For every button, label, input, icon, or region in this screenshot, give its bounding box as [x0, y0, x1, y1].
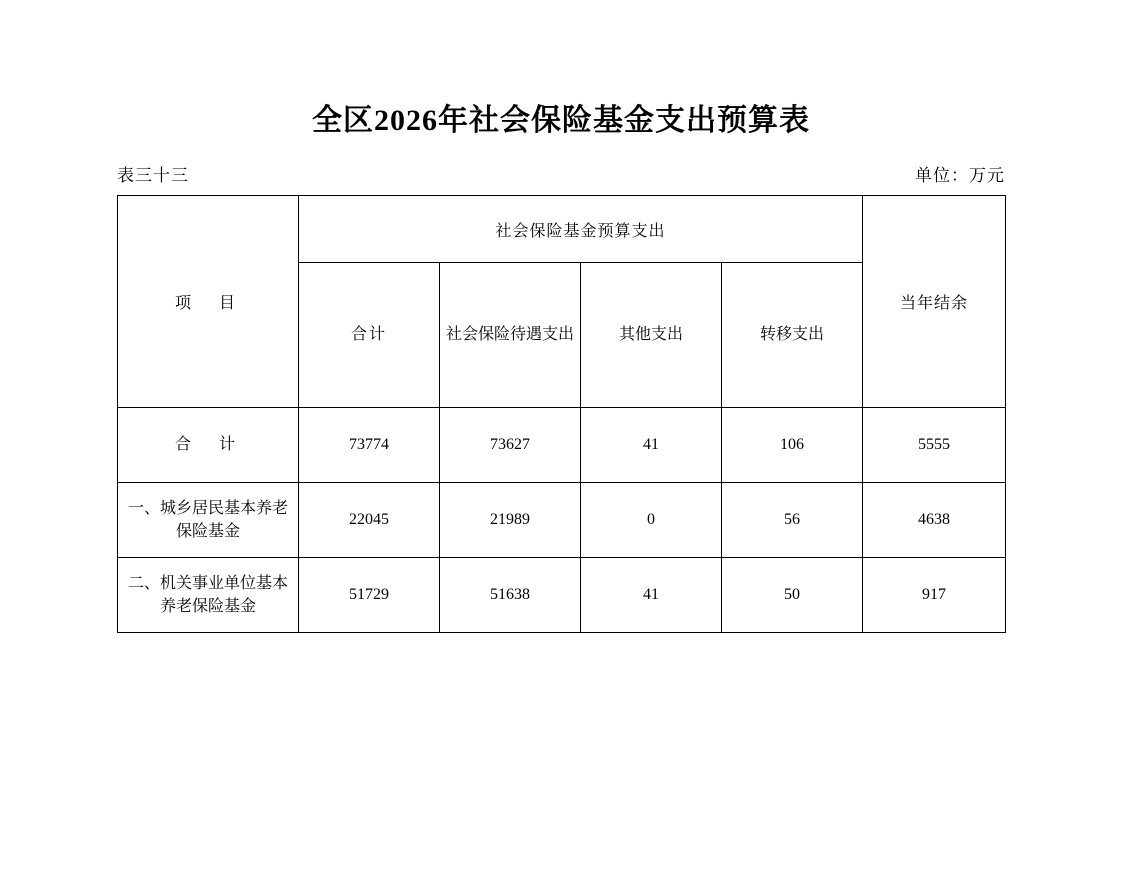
header-group-expenditure: 社会保险基金预算支出	[299, 196, 863, 263]
row-residents-subtotal: 22045	[299, 483, 440, 558]
page-title: 全区2026年社会保险基金支出预算表	[312, 104, 810, 137]
row-government-transfer: 50	[722, 558, 863, 633]
table-header-row-1	[118, 196, 1006, 263]
row-label-government-pension: 二、机关事业单位基本养老保险基金	[118, 558, 299, 633]
table-row	[118, 558, 1006, 633]
row-total-benefit: 73627	[440, 408, 581, 483]
row-total-balance: 5555	[863, 408, 1006, 483]
row-residents-transfer: 56	[722, 483, 863, 558]
unit-note: 单位：万元	[915, 166, 1005, 185]
row-residents-benefit: 21989	[440, 483, 581, 558]
table-number: 表三十三	[117, 166, 189, 185]
header-insurance-benefit-expenditure: 社会保险待遇支出	[440, 263, 581, 408]
header-subtotal: 合计	[299, 263, 440, 408]
row-total-transfer: 106	[722, 408, 863, 483]
header-item-column: 项 目	[118, 196, 299, 408]
header-current-year-balance: 当年结余	[863, 196, 1006, 408]
header-transfer-expenditure: 转移支出	[722, 263, 863, 408]
row-label-residents-pension: 一、城乡居民基本养老保险基金	[118, 483, 299, 558]
row-total-other: 41	[581, 408, 722, 483]
row-government-balance: 917	[863, 558, 1006, 633]
table-row	[118, 483, 1006, 558]
row-total-subtotal: 73774	[299, 408, 440, 483]
table-row	[118, 408, 1006, 483]
row-government-subtotal: 51729	[299, 558, 440, 633]
document-page	[0, 95, 1122, 888]
row-government-benefit: 51638	[440, 558, 581, 633]
row-government-other: 41	[581, 558, 722, 633]
row-residents-balance: 4638	[863, 483, 1006, 558]
row-residents-other: 0	[581, 483, 722, 558]
budget-table	[117, 195, 1006, 633]
row-label-total: 合 计	[118, 408, 299, 483]
header-other-expenditure: 其他支出	[581, 263, 722, 408]
meta-row	[117, 161, 1005, 186]
